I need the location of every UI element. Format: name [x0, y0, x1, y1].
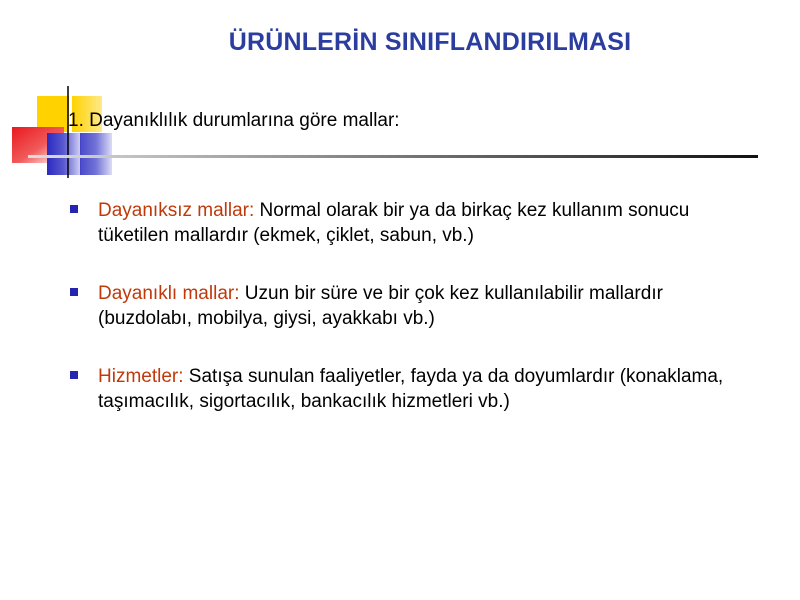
term-label: Dayanıksız mallar:: [98, 200, 255, 221]
list-item: [70, 198, 750, 248]
decorative-squares-graphic: [0, 0, 800, 200]
term-description: Uzun bir süre ve bir çok kez kullanılabilir mallardır (buzdolabı, mobilya, giysi, ayakkabı vb.): [98, 283, 663, 329]
square-bullet-icon: [70, 288, 78, 296]
list-item: [70, 281, 750, 331]
term-description: Satışa sunulan faaliyetler, fayda ya da doyumlardır (konaklama, taşımacılık, sigortacılık, bankacılık hizmetleri vb.): [98, 366, 724, 412]
term-label: Dayanıklı mallar:: [98, 283, 240, 304]
bullet-list: [70, 198, 750, 447]
square-bullet-icon: [70, 205, 78, 213]
square-bullet-icon: [70, 371, 78, 379]
term-description: Normal olarak bir ya da birkaç kez kullanım sonucu tüketilen mallardır (ekmek, çiklet, sabun, vb.): [98, 200, 690, 246]
slide-title: ÜRÜNLERİN SINIFLANDIRILMASI: [228, 28, 632, 56]
term-label: Hizmetler:: [98, 366, 184, 387]
section-heading: 1. Dayanıklılık durumlarına göre mallar:: [68, 110, 400, 131]
list-item: [70, 364, 750, 414]
